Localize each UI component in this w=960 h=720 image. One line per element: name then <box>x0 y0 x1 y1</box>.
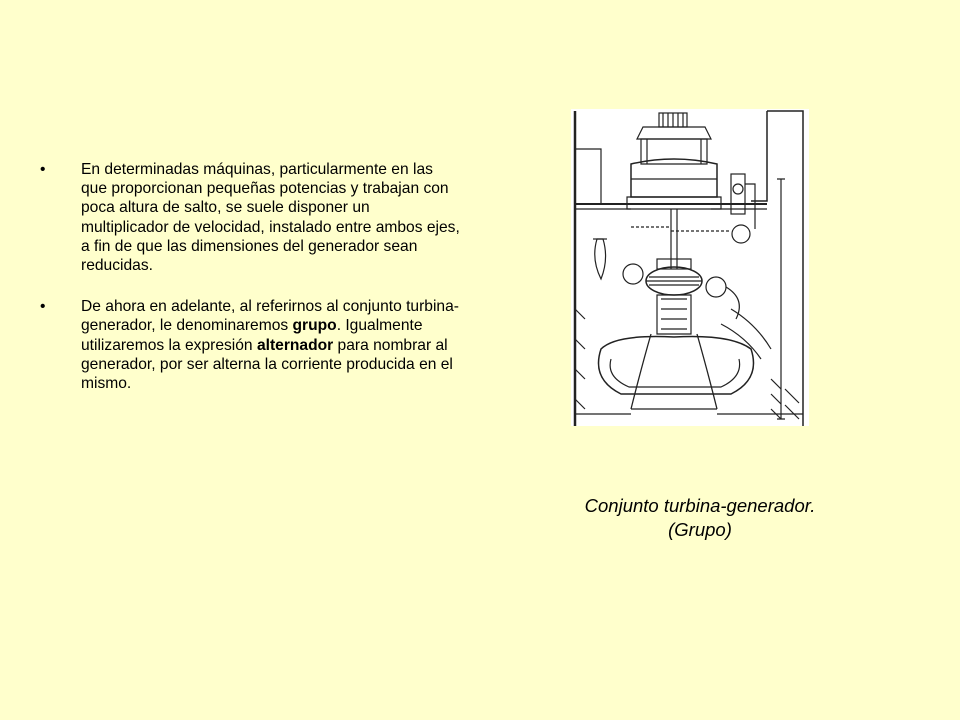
turbine-generator-drawing <box>571 109 809 426</box>
text-segment: En determinadas máquinas, particularmente en las que proporcionan pequeñas potencias y trabajan con poca altura de salto, se suele disponer un multiplicador de velocidad, instalado entre ambos ejes, a fin de que las dimensiones del generador sean reducidas. <box>81 161 460 275</box>
caption-line-2: (Grupo) <box>668 519 732 540</box>
text-segment: para nombrar al generador, por ser alterna la corriente producida en el mismo. <box>81 336 453 393</box>
bullet-marker: • <box>40 161 46 178</box>
caption-line-1: Conjunto turbina-generador. <box>584 495 816 516</box>
text-segment: . Igualmente utilizaremos la expresión <box>81 317 423 354</box>
bullet-marker: • <box>40 298 46 316</box>
technical-drawing-svg <box>571 109 809 426</box>
text-segment: De ahora en adelante, al referirnos al conjunto turbina-generador, le denominaremos <box>81 298 459 335</box>
figure-caption <box>540 494 860 542</box>
bold-term-alternador: alternador <box>256 336 334 354</box>
bold-term-grupo: grupo <box>292 317 337 335</box>
bullet-text <box>81 161 460 274</box>
bullet-item-multiplicador <box>40 160 460 275</box>
bullet-list <box>40 160 460 415</box>
bullet-item-grupo <box>40 297 460 393</box>
bullet-text <box>81 298 459 392</box>
